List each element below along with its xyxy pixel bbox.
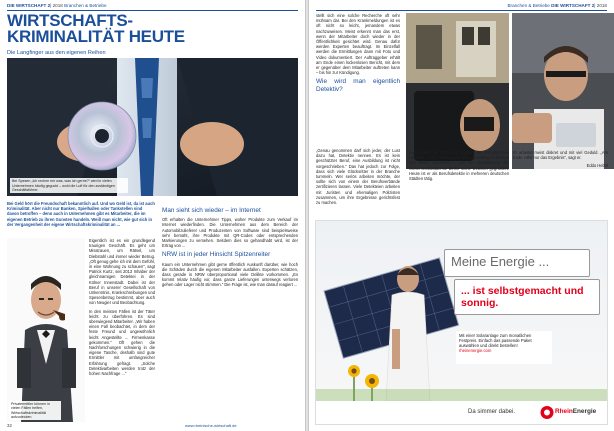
right-page [309,0,614,431]
rheinenergie-logo [540,405,600,420]
hands-with-cd-illustration [7,58,298,196]
ad-headline: Meine Energie ... [444,249,590,277]
paragraph: Kurtz selbst hat nach dem Studium der Europäischen Literatur – hier müssen wir allen Detektivgeschichten das Etikett aufsetzen – und der Absolvierung der Sicherheitsakademie Berlin seine Detektei gegründet. Heute ist er als Berufsdetektiv in mehreren deutschen Städten tätig. [409,150,509,182]
paragraph: Er arbeitet meist diskret und mit viel Geduld. „Am Ende zählt nur das Ergebnis“, sagt er. [513,150,608,161]
running-header-right: Branchen & Betriebe DIE WIRTSCHAFT 2| 2018 [507,3,607,8]
ad-footer [316,401,608,425]
photo-divider [509,13,512,169]
ad-offer [456,331,552,364]
detective-portrait [7,238,85,422]
portrait-caption: Privatermittler können in vielen Fällen helfen, Wirtschaftskriminalität aufzudecken. [9,401,61,420]
paragraph: „Genau genommen darf sich jeder, der Lust dazu hat, Detektiv nennen. Es ist kein geschützter Beruf, eine Ausbildung ist nicht vorgeschrieben.“ Das hat jedoch zur Folge, dass sich viele Glücksritter in der Branche tummeln. Wer seriös arbeiten möchte, der sollte sich von einem der Berufsverbände zertifizieren lassen. Viele Detekteien arbeiten mit Juristen und ehemaligen Polizisten zusammen, um ihre Ergebnisse gerichtsfest zu machen. [316,148,400,206]
left-page [0,0,305,431]
article-column-d [316,148,400,208]
hero-photo [7,58,298,196]
article-column-f [513,150,608,172]
paragraph: stellt sich eine solche Recherche oft sehr mühsam dar. Bei den Krankmeldungen ist es oft nicht so leicht, jemandem etwas nachzuweisen. Meist erkennt man das erst, wenn der Mitarbeiter doch wieder in der Öffentlichkeit gesichtet wird. Genau dafür werden Experten beauftragt. Im Einzelfall werden die Ermittlungen dann mit Foto und Video dokumentiert. Der Auftraggeber erhält am Ende einen lückenlosen Bericht, mit dem er gegenüber dem Mitarbeiter auftreten kann – bis hin zur Kündigung. [316,13,400,76]
section-heading: NRW ist in jeder Hinsicht Spitzenreiter [162,251,271,259]
article-column-a [89,238,155,379]
energy-advertisement [315,220,608,425]
ad-link[interactable]: rheinenergie.com [459,348,492,353]
author-credit: Eddo Hebel [586,163,608,169]
section-heading: Man sieht sich wieder – im Internet [162,207,261,214]
paragraph: Kaum ein Unternehmen gibt gerne öffentlich Auskunft darüber, wie hoch die Schäden durch die eigenen Mitarbeiter ausfallen. Experten schätzen, dass gerade in NRW überproportional viele Delikte vorkommen. „Es kommt relativ häufig vor, dass ganze Lieferungen unterwegs verloren gehen oder Lager nicht stimmen.“ Die Frage ist, wie man darauf reagiert ... [162,261,298,288]
page-number: 32 [7,423,12,428]
paragraph: In den meisten Fällen ist der Täter leicht zu überführen. Es sind überwiegend Mitarbeiter. „Wir haben einen Fall beobachtet, in dem der feste Freund und ungewöhnlich leicht Angestellte ... Firmenkasse gekommen.“ Oft gehen die Nachforschungen schwierig in die eigene Tasche, deshalb sind gute Ermittler mit umfangreicher Erfahrung gefragt. „Solche Detektivarbeiten werden trotz der hohen Nachfrage ...“ [89,308,155,377]
ad-slogan: Da simmer dabei. [468,409,516,415]
brand-name: RheinEnergie [555,408,597,415]
article-column-e [409,150,509,184]
paragraph: Oft erhalten die Unternehmer Tipps, woher Produkte zum Verkauf im Internet wiederfinden. Die Unternehmen aus dem Bereich der Automobilzulieferer und Produzenten von Software sind beispielsweise sehr bemüht, ihre Produkte mit QR-Codes oder entsprechenden Markierungen zu versehen. Seitdem dies so gehandhabt wird, ist der Ertrag von ... [162,217,298,249]
page-title: WIRTSCHAFTS- KRIMINALITÄT HEUTE [7,11,185,46]
subheadline: Die Langfinger aus den eigenen Reihen [7,50,106,56]
article-column-c [316,13,400,96]
article-column-b [162,205,298,291]
ad-subline: ... ist selbstgemacht und sonnig. [454,279,600,315]
detective-photos [406,13,614,169]
lead-paragraph: Bei Geld hört die Freundschaft bekanntlich auf. Und wo Geld ist, da ist auch Kriminalität. Aber nicht nur Banken, Spielhallen oder Tankstellen sind davon betroffen – denn auch in Unternehmen gibt es Mitarbeiter, die im eigenen Betrieb zu ihren Gunsten handeln. Weiß man nicht, wie gut sich in der Vergangenheit der eigene Wirtschaftskriminalität an ... [7,201,155,227]
running-header-left: DIE WIRTSCHAFT 2| 2018 Branchen & Betriebe [7,3,107,8]
header-rule [316,10,607,11]
paragraph: Eigentlich ist es ein grundlegend traurigen Geschäft. Es geht um Misstrauen, um Rätsel, um Diebstahl und immer wieder Betrug. „Oft genug gehe ich mit dem Gefühl, in eine Wohnung zu schauen“, sagt Patrick Kurtz, seit 2013 Inhaber der gleichnamigen Detektei in der Kölner Innenstadt. Dabei ist der Beruf in unserer Gesellschaft von Unkenntnis, Krankschreibungen und Spesenbetrug bestimmt, aber auch von Neugier und Beobachtung. [89,238,155,306]
footer-url: www.rheinische-wirtschaft.de [185,423,237,428]
detective-illustration [7,238,85,422]
photo-caption: Bei Spesen „ich rechne mir was, was ich gerne?“ wird in vielen Unternehmen häufig geguckt – wohl die Luft für den zuständigen Geschäftsführer. [10,178,128,193]
ad-offer-text: Mit einer Solaranlage zum monatlichen Festpreis. Einfach das passende Paket auswählen und direkt bestellen! [459,333,532,348]
section-heading: Wie wird man eigentlich Detektiv? [316,78,400,93]
